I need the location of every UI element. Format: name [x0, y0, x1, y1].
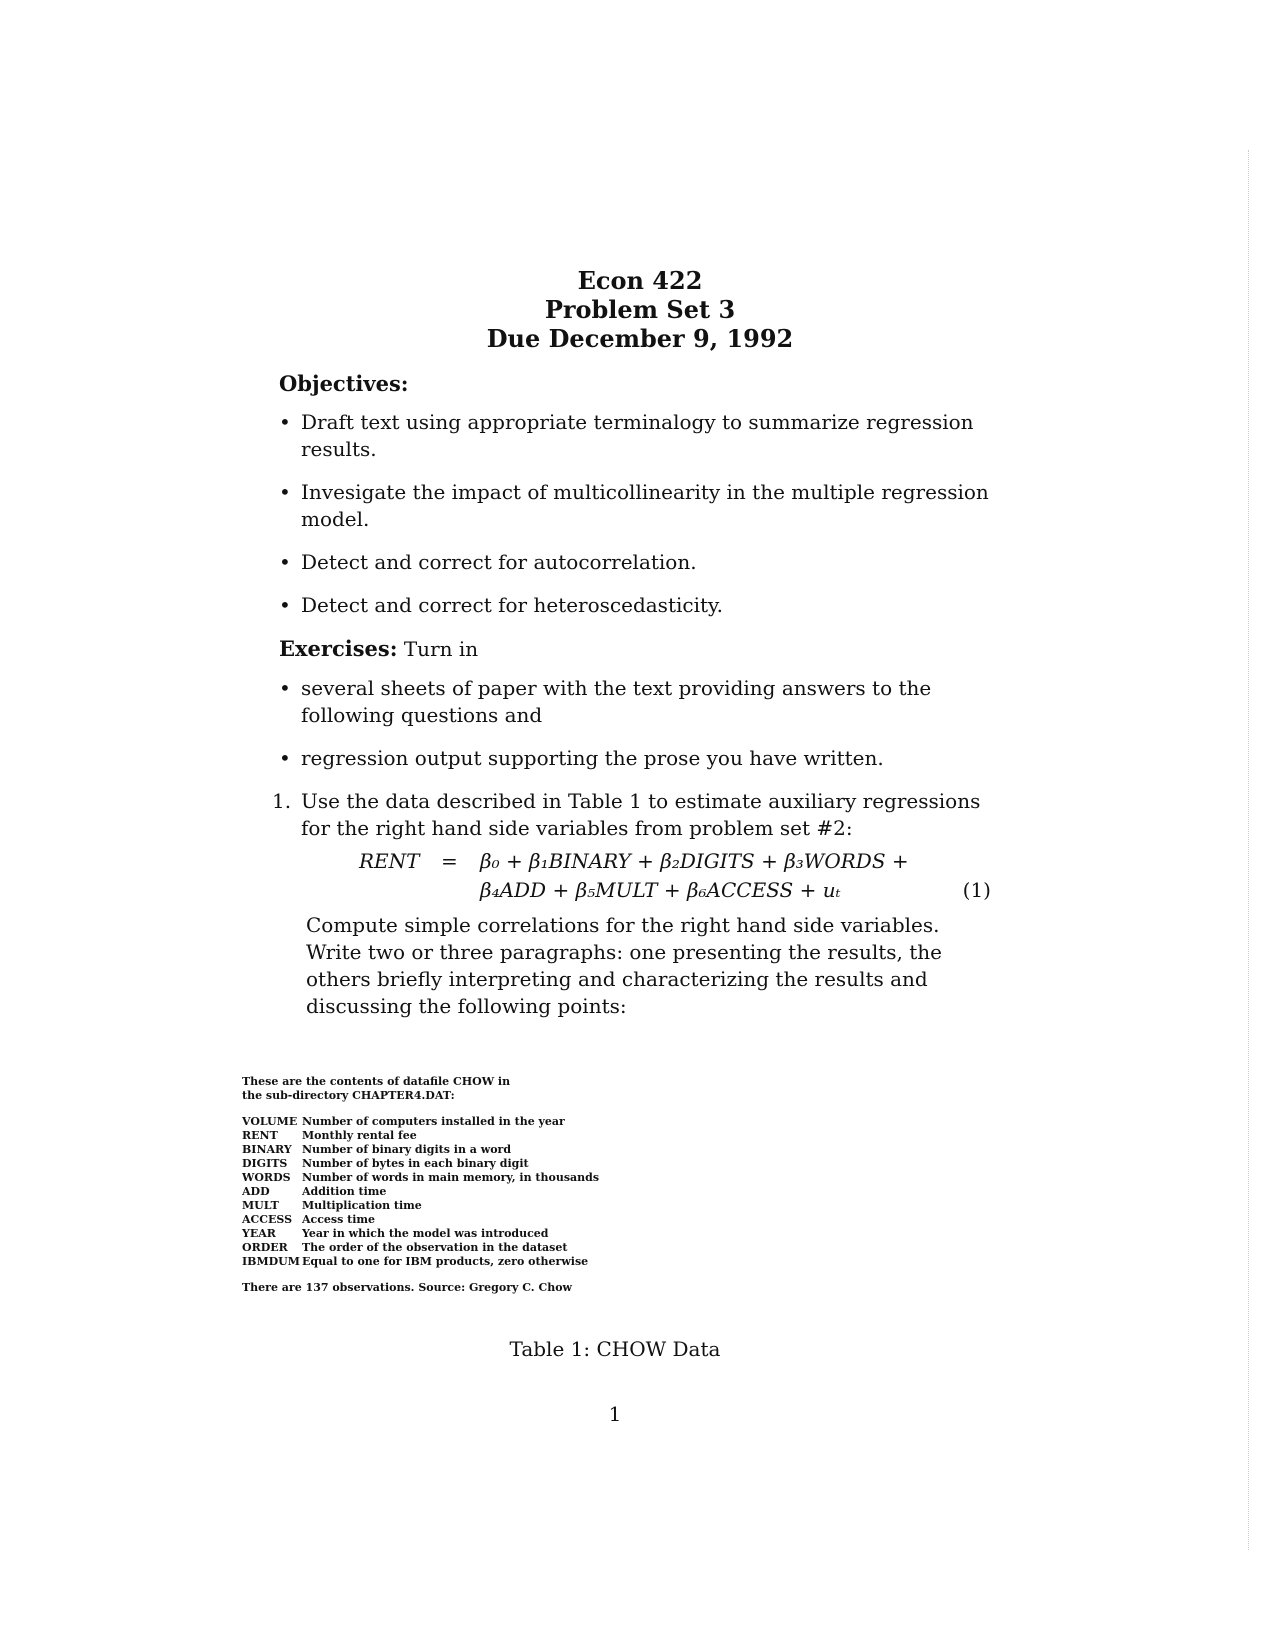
variable-row: [242, 1157, 702, 1171]
list-item: • several sheets of paper with the text providing answers to the following questions and: [279, 676, 932, 727]
variable-name: RENT: [242, 1129, 278, 1142]
bullet-icon: •: [279, 410, 291, 434]
scan-edge-artifacts: [1248, 150, 1251, 1550]
due-date: Due December 9, 1992: [486, 324, 794, 353]
table-intro-line-2: the sub-directory CHAPTER4.DAT:: [242, 1089, 455, 1102]
variable-row: [242, 1227, 702, 1241]
list-item: • Detect and correct for heteroscedasticity.: [279, 593, 724, 617]
table-caption: Table 1: CHOW Data: [509, 1337, 721, 1361]
variable-name: VOLUME: [242, 1115, 298, 1128]
bullet-icon: •: [279, 593, 291, 617]
list-item: • Detect and correct for autocorrelation.: [279, 550, 697, 574]
page-number: 1: [608, 1402, 622, 1426]
variable-desc: Number of bytes in each binary digit: [302, 1157, 529, 1170]
variable-row: [242, 1199, 702, 1213]
objectives-heading: Objectives:: [279, 371, 409, 396]
list-item: • regression output supporting the prose you have written.: [279, 746, 884, 770]
variable-row: [242, 1129, 702, 1143]
variable-row: [242, 1255, 702, 1269]
variable-name: DIGITS: [242, 1157, 288, 1170]
problem-set-title: Problem Set 3: [544, 295, 736, 324]
variable-desc: The order of the observation in the dataset: [302, 1241, 568, 1254]
list-item: • Draft text using appropriate terminalogy to summarize regression results.: [279, 410, 974, 461]
equation-line-1: β₀ + β₁BINARY + β₂DIGITS + β₃WORDS +: [480, 849, 909, 873]
bullet-icon: •: [279, 676, 291, 700]
main-content: [272, 370, 991, 1020]
bullet-icon: •: [279, 480, 291, 504]
exercises-heading-rest: Turn in: [397, 637, 479, 661]
variable-name: IBMDUM: [242, 1255, 300, 1268]
question-number: 1.: [272, 789, 292, 813]
variable-desc: Addition time: [302, 1185, 387, 1198]
exercises-list: [279, 675, 991, 772]
variable-name: ORDER: [242, 1241, 288, 1254]
variable-row: [242, 1213, 702, 1227]
exercises-heading: Exercises:: [279, 636, 398, 661]
variable-row: [242, 1143, 702, 1157]
variable-row: [242, 1115, 702, 1129]
question-follow-up: Compute simple correlations for the right hand side variables. Write two or three paragraphs: one presenting the results, the others briefly interpreting and characterizing the results and discussing the following points:: [306, 913, 942, 1018]
variable-row: [242, 1185, 702, 1199]
list-item: • Invesigate the impact of multicollinearity in the multiple regression model.: [279, 480, 989, 531]
equation-lhs: RENT: [359, 849, 420, 873]
variable-name: ADD: [242, 1185, 270, 1198]
bullet-icon: •: [279, 550, 291, 574]
table-footer: There are 137 observations. Source: Gregory C. Chow: [242, 1281, 572, 1294]
variable-name: MULT: [242, 1199, 279, 1212]
equation-number: (1): [962, 878, 991, 902]
objectives-list: [279, 409, 991, 619]
variable-name: WORDS: [242, 1171, 291, 1184]
equation-line-2: β₄ADD + β₅MULT + β₆ACCESS + uₜ: [480, 878, 841, 902]
table-1-contents: [242, 1075, 702, 1295]
equation-equals: =: [441, 849, 458, 873]
variable-name: BINARY: [242, 1143, 292, 1156]
title-block: [0, 266, 1280, 353]
variable-row: [242, 1171, 702, 1185]
variable-name: ACCESS: [242, 1213, 293, 1226]
variable-desc: Number of computers installed in the year: [302, 1115, 565, 1128]
table-intro-line-1: These are the contents of datafile CHOW in: [242, 1075, 511, 1088]
variable-desc: Access time: [302, 1213, 376, 1226]
course-title: Econ 422: [577, 266, 703, 295]
bullet-icon: •: [279, 746, 291, 770]
variable-desc: Year in which the model was introduced: [302, 1227, 549, 1240]
variable-desc: Number of binary digits in a word: [302, 1143, 512, 1156]
question-1: [272, 788, 991, 842]
variable-desc: Equal to one for IBM products, zero otherwise: [302, 1255, 589, 1268]
regression-equation: [279, 848, 991, 906]
variable-desc: Number of words in main memory, in thousands: [302, 1171, 600, 1184]
variable-desc: Monthly rental fee: [302, 1129, 417, 1142]
variable-row: [242, 1241, 702, 1255]
exercises-heading-line: [279, 635, 991, 663]
variable-desc: Multiplication time: [302, 1199, 422, 1212]
question-text: Use the data described in Table 1 to estimate auxiliary regressions for the right hand side variables from problem set #2:: [301, 789, 981, 840]
variable-name: YEAR: [242, 1227, 276, 1240]
